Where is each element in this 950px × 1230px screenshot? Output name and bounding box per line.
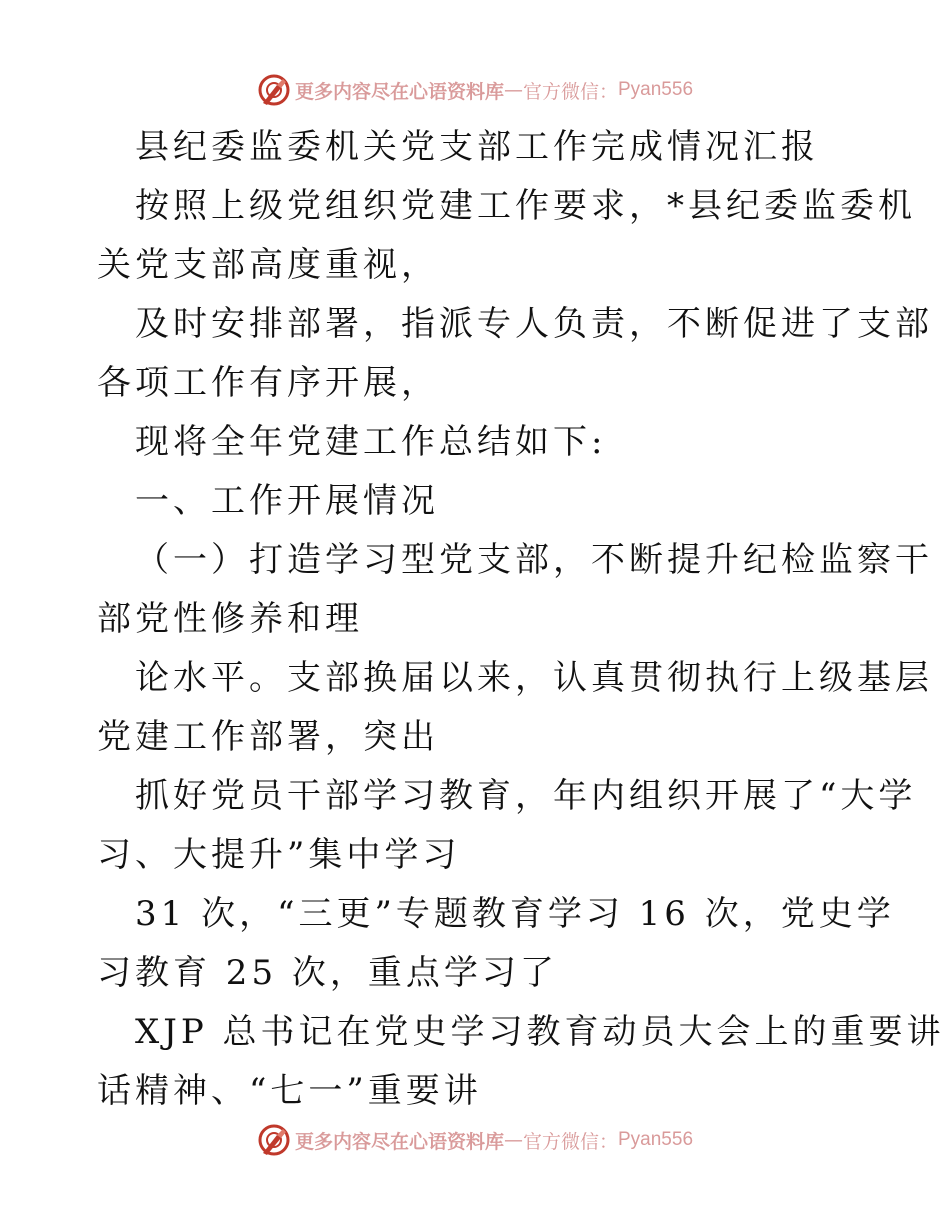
document-line: 现将全年党建工作总结如下:	[135, 422, 607, 462]
document-line: 话精神、“七一”重要讲	[97, 1071, 482, 1111]
document-line: 部党性修养和理	[97, 599, 363, 639]
watermark-brand-text: 更多内容尽在心语资料库	[294, 80, 504, 103]
watermark-separator: —	[503, 79, 523, 101]
watermark-brand-text: 更多内容尽在心语资料库	[294, 1130, 504, 1153]
document-body	[97, 118, 945, 1121]
pen-logo-icon	[257, 1123, 291, 1157]
document-line: 关党支部高度重视，	[97, 245, 439, 285]
document-line: 习教育 25 次，重点学习了	[97, 953, 558, 993]
document-line: （一）打造学习型党支部，不断提升纪检监察干	[135, 540, 933, 580]
watermark-wechat-id: Pyan556	[618, 1129, 694, 1150]
pen-logo-icon	[257, 73, 291, 107]
document-line: 一、工作开展情况	[135, 481, 439, 521]
document-line: 党建工作部署，突出	[97, 717, 439, 757]
watermark-wechat-id: Pyan556	[618, 79, 694, 100]
document-line: 习、大提升”集中学习	[97, 835, 461, 875]
document-line: 论水平。支部换届以来，认真贯彻执行上级基层	[135, 658, 933, 698]
footer-watermark	[0, 1120, 950, 1160]
watermark-official-label: 官方微信：	[522, 1130, 618, 1153]
document-line: 县纪委监委机关党支部工作完成情况汇报	[135, 127, 819, 167]
document-line: 各项工作有序开展，	[97, 363, 439, 403]
header-watermark	[0, 70, 950, 110]
watermark-separator: —	[503, 1129, 523, 1151]
document-line: 31 次，“三更”专题教育学习 16 次，党史学	[135, 894, 895, 934]
document-line: XJP 总书记在党史学习教育动员大会上的重要讲	[135, 1012, 945, 1052]
document-line: 抓好党员干部学习教育，年内组织开展了“大学	[135, 776, 917, 816]
document-line: 及时安排部署，指派专人负责，不断促进了支部	[135, 304, 933, 344]
watermark-official-label: 官方微信：	[522, 80, 618, 103]
document-line: 按照上级党组织党建工作要求，*县纪委监委机	[135, 186, 916, 226]
